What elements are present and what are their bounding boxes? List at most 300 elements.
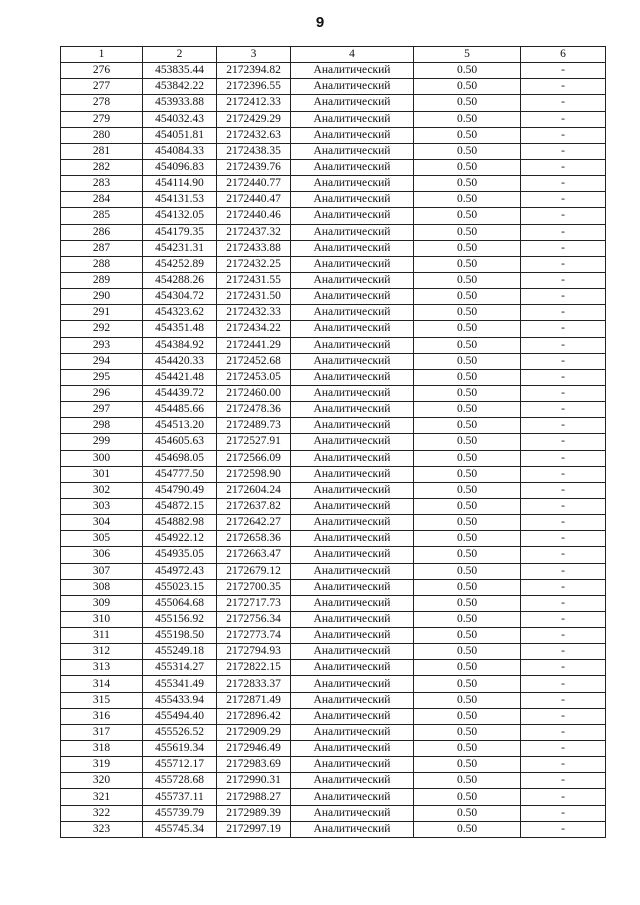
point-number-cell: 280 <box>61 127 143 143</box>
point-number-cell: 318 <box>61 741 143 757</box>
x-coordinate-cell: 454935.05 <box>143 547 217 563</box>
method-cell: Аналитический <box>291 434 414 450</box>
table-row <box>61 531 606 547</box>
table-row <box>61 482 606 498</box>
y-coordinate-cell: 2172663.47 <box>217 547 291 563</box>
note-cell: - <box>521 724 606 740</box>
accuracy-cell: 0.50 <box>414 208 521 224</box>
accuracy-cell: 0.50 <box>414 724 521 740</box>
note-cell: - <box>521 321 606 337</box>
x-coordinate-cell: 454323.62 <box>143 305 217 321</box>
x-coordinate-cell: 454421.48 <box>143 369 217 385</box>
y-coordinate-cell: 2172679.12 <box>217 563 291 579</box>
x-coordinate-cell: 454698.05 <box>143 450 217 466</box>
accuracy-cell: 0.50 <box>414 450 521 466</box>
table-row <box>61 660 606 676</box>
method-cell: Аналитический <box>291 111 414 127</box>
note-cell: - <box>521 208 606 224</box>
point-number-cell: 315 <box>61 692 143 708</box>
x-coordinate-cell: 455314.27 <box>143 660 217 676</box>
y-coordinate-cell: 2172989.39 <box>217 805 291 821</box>
method-cell: Аналитический <box>291 515 414 531</box>
note-cell: - <box>521 515 606 531</box>
x-coordinate-cell: 454252.89 <box>143 256 217 272</box>
accuracy-cell: 0.50 <box>414 628 521 644</box>
note-cell: - <box>521 644 606 660</box>
x-coordinate-cell: 454032.43 <box>143 111 217 127</box>
x-coordinate-cell: 454790.49 <box>143 482 217 498</box>
point-number-cell: 301 <box>61 466 143 482</box>
table-row <box>61 192 606 208</box>
method-cell: Аналитический <box>291 418 414 434</box>
y-coordinate-cell: 2172431.50 <box>217 289 291 305</box>
y-coordinate-cell: 2172990.31 <box>217 773 291 789</box>
accuracy-cell: 0.50 <box>414 402 521 418</box>
y-coordinate-cell: 2172460.00 <box>217 385 291 401</box>
x-coordinate-cell: 454485.66 <box>143 402 217 418</box>
point-number-cell: 296 <box>61 385 143 401</box>
accuracy-cell: 0.50 <box>414 63 521 79</box>
accuracy-cell: 0.50 <box>414 79 521 95</box>
x-coordinate-cell: 454288.26 <box>143 272 217 288</box>
point-number-cell: 313 <box>61 660 143 676</box>
column-header: 1 <box>61 47 143 63</box>
x-coordinate-cell: 454439.72 <box>143 385 217 401</box>
accuracy-cell: 0.50 <box>414 482 521 498</box>
point-number-cell: 288 <box>61 256 143 272</box>
note-cell: - <box>521 289 606 305</box>
table-row <box>61 676 606 692</box>
note-cell: - <box>521 676 606 692</box>
method-cell: Аналитический <box>291 305 414 321</box>
table-row <box>61 418 606 434</box>
table-row <box>61 611 606 627</box>
point-number-cell: 293 <box>61 337 143 353</box>
table-row <box>61 724 606 740</box>
accuracy-cell: 0.50 <box>414 789 521 805</box>
method-cell: Аналитический <box>291 256 414 272</box>
point-number-cell: 282 <box>61 159 143 175</box>
y-coordinate-cell: 2172432.63 <box>217 127 291 143</box>
x-coordinate-cell: 455739.79 <box>143 805 217 821</box>
note-cell: - <box>521 418 606 434</box>
y-coordinate-cell: 2172604.24 <box>217 482 291 498</box>
point-number-cell: 299 <box>61 434 143 450</box>
method-cell: Аналитический <box>291 579 414 595</box>
accuracy-cell: 0.50 <box>414 676 521 692</box>
table-row <box>61 127 606 143</box>
x-coordinate-cell: 454872.15 <box>143 498 217 514</box>
x-coordinate-cell: 455064.68 <box>143 595 217 611</box>
table-row <box>61 789 606 805</box>
x-coordinate-cell: 454131.53 <box>143 192 217 208</box>
x-coordinate-cell: 454132.05 <box>143 208 217 224</box>
y-coordinate-cell: 2172756.34 <box>217 611 291 627</box>
y-coordinate-cell: 2172478.36 <box>217 402 291 418</box>
y-coordinate-cell: 2172946.49 <box>217 741 291 757</box>
accuracy-cell: 0.50 <box>414 708 521 724</box>
method-cell: Аналитический <box>291 611 414 627</box>
table-row <box>61 111 606 127</box>
method-cell: Аналитический <box>291 272 414 288</box>
method-cell: Аналитический <box>291 660 414 676</box>
accuracy-cell: 0.50 <box>414 563 521 579</box>
table-row <box>61 256 606 272</box>
point-number-cell: 278 <box>61 95 143 111</box>
accuracy-cell: 0.50 <box>414 644 521 660</box>
accuracy-cell: 0.50 <box>414 821 521 837</box>
point-number-cell: 294 <box>61 353 143 369</box>
y-coordinate-cell: 2172983.69 <box>217 757 291 773</box>
y-coordinate-cell: 2172429.29 <box>217 111 291 127</box>
point-number-cell: 292 <box>61 321 143 337</box>
accuracy-cell: 0.50 <box>414 95 521 111</box>
note-cell: - <box>521 95 606 111</box>
x-coordinate-cell: 453842.22 <box>143 79 217 95</box>
accuracy-cell: 0.50 <box>414 143 521 159</box>
table-row <box>61 305 606 321</box>
table-row <box>61 353 606 369</box>
method-cell: Аналитический <box>291 692 414 708</box>
point-number-cell: 283 <box>61 176 143 192</box>
table-row <box>61 595 606 611</box>
note-cell: - <box>521 708 606 724</box>
point-number-cell: 323 <box>61 821 143 837</box>
method-cell: Аналитический <box>291 208 414 224</box>
x-coordinate-cell: 455745.34 <box>143 821 217 837</box>
y-coordinate-cell: 2172453.05 <box>217 369 291 385</box>
point-number-cell: 309 <box>61 595 143 611</box>
y-coordinate-cell: 2172440.46 <box>217 208 291 224</box>
accuracy-cell: 0.50 <box>414 353 521 369</box>
table-row <box>61 821 606 837</box>
method-cell: Аналитический <box>291 176 414 192</box>
point-number-cell: 298 <box>61 418 143 434</box>
note-cell: - <box>521 434 606 450</box>
point-number-cell: 300 <box>61 450 143 466</box>
y-coordinate-cell: 2172440.77 <box>217 176 291 192</box>
x-coordinate-cell: 455433.94 <box>143 692 217 708</box>
x-coordinate-cell: 454304.72 <box>143 289 217 305</box>
accuracy-cell: 0.50 <box>414 192 521 208</box>
note-cell: - <box>521 79 606 95</box>
note-cell: - <box>521 143 606 159</box>
x-coordinate-cell: 455619.34 <box>143 741 217 757</box>
y-coordinate-cell: 2172658.36 <box>217 531 291 547</box>
method-cell: Аналитический <box>291 385 414 401</box>
y-coordinate-cell: 2172822.15 <box>217 660 291 676</box>
accuracy-cell: 0.50 <box>414 741 521 757</box>
note-cell: - <box>521 224 606 240</box>
column-header: 5 <box>414 47 521 63</box>
point-number-cell: 322 <box>61 805 143 821</box>
method-cell: Аналитический <box>291 224 414 240</box>
note-cell: - <box>521 63 606 79</box>
x-coordinate-cell: 455526.52 <box>143 724 217 740</box>
x-coordinate-cell: 454179.35 <box>143 224 217 240</box>
y-coordinate-cell: 2172431.55 <box>217 272 291 288</box>
note-cell: - <box>521 353 606 369</box>
point-number-cell: 303 <box>61 498 143 514</box>
accuracy-cell: 0.50 <box>414 547 521 563</box>
method-cell: Аналитический <box>291 95 414 111</box>
x-coordinate-cell: 454384.92 <box>143 337 217 353</box>
note-cell: - <box>521 127 606 143</box>
point-number-cell: 290 <box>61 289 143 305</box>
x-coordinate-cell: 453933.88 <box>143 95 217 111</box>
note-cell: - <box>521 805 606 821</box>
y-coordinate-cell: 2172432.25 <box>217 256 291 272</box>
accuracy-cell: 0.50 <box>414 176 521 192</box>
y-coordinate-cell: 2172527.91 <box>217 434 291 450</box>
point-number-cell: 308 <box>61 579 143 595</box>
note-cell: - <box>521 773 606 789</box>
table-row <box>61 159 606 175</box>
table-row <box>61 498 606 514</box>
y-coordinate-cell: 2172773.74 <box>217 628 291 644</box>
point-number-cell: 312 <box>61 644 143 660</box>
x-coordinate-cell: 455023.15 <box>143 579 217 595</box>
table-row <box>61 563 606 579</box>
note-cell: - <box>521 628 606 644</box>
method-cell: Аналитический <box>291 628 414 644</box>
method-cell: Аналитический <box>291 741 414 757</box>
table-row <box>61 628 606 644</box>
table-row <box>61 143 606 159</box>
x-coordinate-cell: 454922.12 <box>143 531 217 547</box>
method-cell: Аналитический <box>291 337 414 353</box>
table-row <box>61 272 606 288</box>
note-cell: - <box>521 498 606 514</box>
note-cell: - <box>521 692 606 708</box>
accuracy-cell: 0.50 <box>414 418 521 434</box>
accuracy-cell: 0.50 <box>414 159 521 175</box>
method-cell: Аналитический <box>291 547 414 563</box>
accuracy-cell: 0.50 <box>414 240 521 256</box>
point-number-cell: 317 <box>61 724 143 740</box>
point-number-cell: 277 <box>61 79 143 95</box>
table-row <box>61 289 606 305</box>
accuracy-cell: 0.50 <box>414 498 521 514</box>
table-row <box>61 63 606 79</box>
accuracy-cell: 0.50 <box>414 337 521 353</box>
method-cell: Аналитический <box>291 773 414 789</box>
point-number-cell: 305 <box>61 531 143 547</box>
accuracy-cell: 0.50 <box>414 272 521 288</box>
note-cell: - <box>521 176 606 192</box>
note-cell: - <box>521 466 606 482</box>
point-number-cell: 284 <box>61 192 143 208</box>
point-number-cell: 285 <box>61 208 143 224</box>
x-coordinate-cell: 454351.48 <box>143 321 217 337</box>
y-coordinate-cell: 2172441.29 <box>217 337 291 353</box>
accuracy-cell: 0.50 <box>414 531 521 547</box>
method-cell: Аналитический <box>291 531 414 547</box>
table-row <box>61 369 606 385</box>
method-cell: Аналитический <box>291 289 414 305</box>
y-coordinate-cell: 2172432.33 <box>217 305 291 321</box>
x-coordinate-cell: 455728.68 <box>143 773 217 789</box>
table-row <box>61 644 606 660</box>
y-coordinate-cell: 2172997.19 <box>217 821 291 837</box>
y-coordinate-cell: 2172896.42 <box>217 708 291 724</box>
note-cell: - <box>521 159 606 175</box>
method-cell: Аналитический <box>291 563 414 579</box>
method-cell: Аналитический <box>291 757 414 773</box>
accuracy-cell: 0.50 <box>414 111 521 127</box>
x-coordinate-cell: 454114.90 <box>143 176 217 192</box>
point-number-cell: 291 <box>61 305 143 321</box>
point-number-cell: 276 <box>61 63 143 79</box>
y-coordinate-cell: 2172717.73 <box>217 595 291 611</box>
x-coordinate-cell: 454972.43 <box>143 563 217 579</box>
point-number-cell: 320 <box>61 773 143 789</box>
x-coordinate-cell: 454513.20 <box>143 418 217 434</box>
point-number-cell: 289 <box>61 272 143 288</box>
table-row <box>61 805 606 821</box>
accuracy-cell: 0.50 <box>414 127 521 143</box>
table-row <box>61 450 606 466</box>
method-cell: Аналитический <box>291 159 414 175</box>
note-cell: - <box>521 240 606 256</box>
x-coordinate-cell: 454084.33 <box>143 143 217 159</box>
method-cell: Аналитический <box>291 402 414 418</box>
accuracy-cell: 0.50 <box>414 369 521 385</box>
note-cell: - <box>521 450 606 466</box>
point-number-cell: 319 <box>61 757 143 773</box>
method-cell: Аналитический <box>291 644 414 660</box>
note-cell: - <box>521 337 606 353</box>
accuracy-cell: 0.50 <box>414 595 521 611</box>
accuracy-cell: 0.50 <box>414 611 521 627</box>
note-cell: - <box>521 305 606 321</box>
note-cell: - <box>521 402 606 418</box>
point-number-cell: 279 <box>61 111 143 127</box>
y-coordinate-cell: 2172833.37 <box>217 676 291 692</box>
y-coordinate-cell: 2172700.35 <box>217 579 291 595</box>
table-row <box>61 337 606 353</box>
point-number-cell: 314 <box>61 676 143 692</box>
method-cell: Аналитический <box>291 240 414 256</box>
accuracy-cell: 0.50 <box>414 466 521 482</box>
x-coordinate-cell: 455712.17 <box>143 757 217 773</box>
x-coordinate-cell: 455494.40 <box>143 708 217 724</box>
accuracy-cell: 0.50 <box>414 805 521 821</box>
table-row <box>61 515 606 531</box>
note-cell: - <box>521 789 606 805</box>
column-header: 4 <box>291 47 414 63</box>
column-header: 6 <box>521 47 606 63</box>
y-coordinate-cell: 2172452.68 <box>217 353 291 369</box>
x-coordinate-cell: 455198.50 <box>143 628 217 644</box>
table-row <box>61 579 606 595</box>
accuracy-cell: 0.50 <box>414 757 521 773</box>
accuracy-cell: 0.50 <box>414 224 521 240</box>
point-number-cell: 304 <box>61 515 143 531</box>
method-cell: Аналитический <box>291 805 414 821</box>
method-cell: Аналитический <box>291 79 414 95</box>
table-row <box>61 708 606 724</box>
method-cell: Аналитический <box>291 450 414 466</box>
method-cell: Аналитический <box>291 369 414 385</box>
note-cell: - <box>521 821 606 837</box>
accuracy-cell: 0.50 <box>414 385 521 401</box>
note-cell: - <box>521 660 606 676</box>
note-cell: - <box>521 563 606 579</box>
accuracy-cell: 0.50 <box>414 773 521 789</box>
method-cell: Аналитический <box>291 321 414 337</box>
method-cell: Аналитический <box>291 482 414 498</box>
table-row <box>61 224 606 240</box>
note-cell: - <box>521 111 606 127</box>
accuracy-cell: 0.50 <box>414 289 521 305</box>
method-cell: Аналитический <box>291 724 414 740</box>
page-number: 9 <box>315 14 325 31</box>
method-cell: Аналитический <box>291 498 414 514</box>
note-cell: - <box>521 611 606 627</box>
method-cell: Аналитический <box>291 789 414 805</box>
method-cell: Аналитический <box>291 821 414 837</box>
note-cell: - <box>521 256 606 272</box>
note-cell: - <box>521 741 606 757</box>
x-coordinate-cell: 454605.63 <box>143 434 217 450</box>
note-cell: - <box>521 385 606 401</box>
point-number-cell: 281 <box>61 143 143 159</box>
method-cell: Аналитический <box>291 143 414 159</box>
point-number-cell: 287 <box>61 240 143 256</box>
accuracy-cell: 0.50 <box>414 321 521 337</box>
table-row <box>61 434 606 450</box>
method-cell: Аналитический <box>291 595 414 611</box>
y-coordinate-cell: 2172637.82 <box>217 498 291 514</box>
note-cell: - <box>521 531 606 547</box>
column-header: 2 <box>143 47 217 63</box>
y-coordinate-cell: 2172434.22 <box>217 321 291 337</box>
point-number-cell: 297 <box>61 402 143 418</box>
table-row <box>61 208 606 224</box>
table-row <box>61 79 606 95</box>
y-coordinate-cell: 2172566.09 <box>217 450 291 466</box>
y-coordinate-cell: 2172489.73 <box>217 418 291 434</box>
table-row <box>61 95 606 111</box>
table-row <box>61 773 606 789</box>
y-coordinate-cell: 2172439.76 <box>217 159 291 175</box>
table-row <box>61 321 606 337</box>
note-cell: - <box>521 369 606 385</box>
note-cell: - <box>521 547 606 563</box>
table-header-row <box>61 47 606 63</box>
y-coordinate-cell: 2172438.35 <box>217 143 291 159</box>
y-coordinate-cell: 2172440.47 <box>217 192 291 208</box>
point-number-cell: 302 <box>61 482 143 498</box>
x-coordinate-cell: 455156.92 <box>143 611 217 627</box>
y-coordinate-cell: 2172642.27 <box>217 515 291 531</box>
x-coordinate-cell: 455341.49 <box>143 676 217 692</box>
accuracy-cell: 0.50 <box>414 660 521 676</box>
table-row <box>61 741 606 757</box>
y-coordinate-cell: 2172794.93 <box>217 644 291 660</box>
method-cell: Аналитический <box>291 192 414 208</box>
accuracy-cell: 0.50 <box>414 692 521 708</box>
x-coordinate-cell: 455249.18 <box>143 644 217 660</box>
y-coordinate-cell: 2172396.55 <box>217 79 291 95</box>
column-header: 3 <box>217 47 291 63</box>
x-coordinate-cell: 454420.33 <box>143 353 217 369</box>
note-cell: - <box>521 192 606 208</box>
y-coordinate-cell: 2172598.90 <box>217 466 291 482</box>
x-coordinate-cell: 454231.31 <box>143 240 217 256</box>
point-number-cell: 321 <box>61 789 143 805</box>
